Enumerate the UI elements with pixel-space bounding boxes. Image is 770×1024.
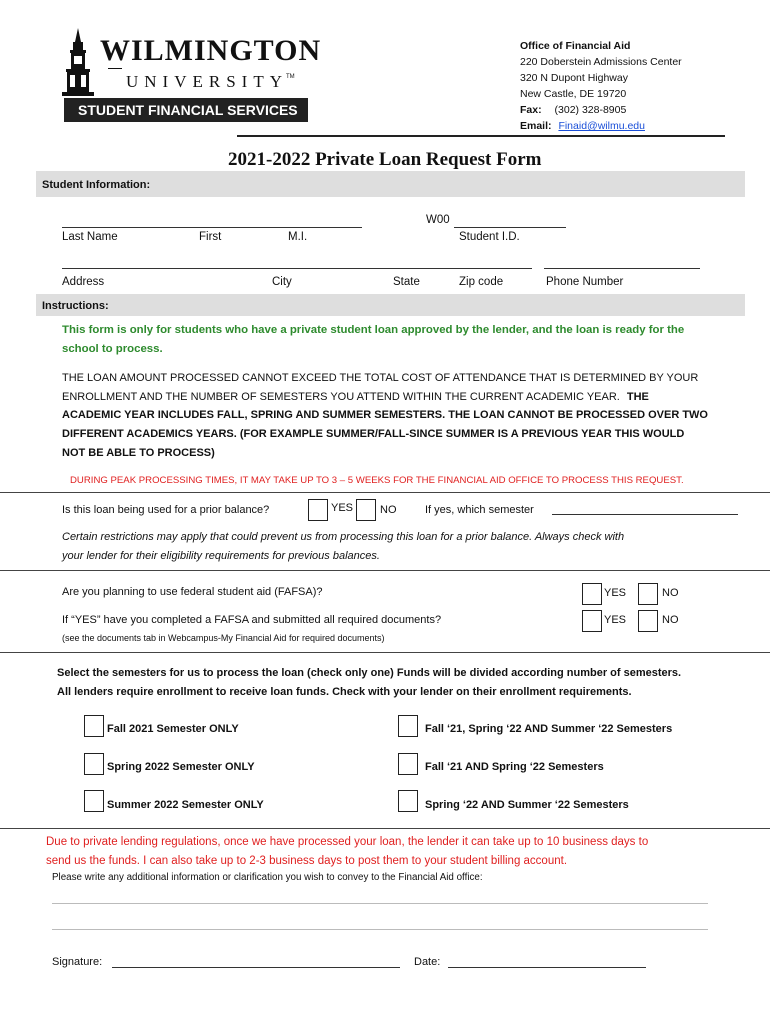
student-id-line[interactable] — [454, 227, 566, 228]
email-label: Email: — [520, 120, 552, 132]
divider-4 — [0, 828, 770, 829]
city-label: City — [272, 276, 292, 288]
prior-balance-yes-checkbox[interactable] — [308, 499, 328, 521]
divider-2 — [0, 570, 770, 571]
trademark: TM — [286, 74, 295, 80]
office-address-2: 320 N Dupont Highway — [520, 72, 628, 84]
form-title: 2021-2022 Private Loan Request Form — [228, 149, 542, 170]
date-line[interactable] — [448, 967, 646, 968]
fall-spring-summer-checkbox[interactable] — [398, 715, 418, 737]
prior-balance-no-checkbox[interactable] — [356, 499, 376, 521]
academic-year-text-2: DIFFERENT ACADEMICS YEARS. (FOR EXAMPLE SUMMER/FALL-SINCE SUMMER IS A PREVIOUS YEAR THIS WOULD — [62, 428, 685, 440]
state-label: State — [393, 276, 420, 288]
eligibility-note-1: This form is only for students who have a private student loan approved by the lender, and the loan is ready for the — [62, 324, 685, 336]
spring-2022-only-label: Spring 2022 Semester ONLY — [107, 761, 255, 773]
address-line[interactable] — [62, 268, 532, 269]
email-link[interactable]: Finaid@wilmu.edu — [558, 120, 645, 132]
phone-label: Phone Number — [546, 276, 624, 288]
last-name-label: Last Name — [62, 231, 118, 243]
fax-number: (302) 328-8905 — [554, 104, 627, 116]
fafsa-q2-no-checkbox[interactable] — [638, 610, 658, 632]
fafsa-q1-yes-label: YES — [604, 587, 627, 599]
instructions-band — [36, 294, 745, 316]
student-id-label: Student I.D. — [459, 231, 520, 243]
fafsa-q1-yes-checkbox[interactable] — [582, 583, 602, 605]
prior-balance-no-label: NO — [380, 504, 397, 516]
office-contact-block — [520, 38, 682, 134]
semesters-intro-2: All lenders require enrollment to receive loan funds. Check with your lender on their enrollment requirements. — [57, 686, 632, 698]
semesters-intro-1: Select the semesters for us to process the loan (check only one) Funds will be divided according number of semesters. — [57, 667, 682, 679]
address-label: Address — [62, 276, 105, 288]
summer-2022-only-label: Summer 2022 Semester ONLY — [107, 799, 264, 811]
fall-spring-checkbox[interactable] — [398, 753, 418, 775]
prior-balance-note-1: Certain restrictions may apply that could prevent us from processing this loan for a prior balance. Always check with — [62, 531, 625, 543]
fafsa-question-1: Are you planning to use federal student aid (FAFSA)? — [62, 586, 323, 598]
student-info-heading: Student Information: — [42, 179, 151, 191]
peak-processing-notice: DURING PEAK PROCESSING TIMES, IT MAY TAKE UP TO 3 – 5 WEEKS FOR THE FINANCIAL AID OFFICE TO PROCESS THIS REQUEST. — [70, 475, 684, 486]
fall-spring-label: Fall ‘21 AND Spring ‘22 Semesters — [425, 761, 604, 773]
academic-year-text-3: NOT BE ABLE TO PROCESS) — [62, 447, 215, 459]
loan-amount-text-2: ENROLLMENT AND THE NUMBER OF SEMESTERS YOU ATTEND WITHIN THE CURRENT ACADEMIC YEAR. — [62, 391, 620, 403]
mi-label: M.I. — [288, 231, 308, 243]
clock-tower-icon — [60, 28, 96, 98]
fafsa-question-2: If “YES” have you completed a FAFSA and submitted all required documents? — [62, 614, 442, 626]
zip-label: Zip code — [459, 276, 504, 288]
academic-year-text-1: ACADEMIC YEAR INCLUDES FALL, SPRING AND SUMMER SEMESTERS. THE LOAN CANNOT BE PROCESSED OVER TWO — [62, 409, 708, 421]
first-name-label: First — [199, 231, 222, 243]
logo-wordmark: WILMINGTON — [100, 34, 322, 67]
which-semester-label: If yes, which semester — [425, 504, 534, 516]
fall-2021-only-checkbox[interactable] — [84, 715, 104, 737]
instructions-heading: Instructions: — [42, 300, 109, 312]
logo-banner-text: STUDENT FINANCIAL SERVICES — [78, 102, 298, 118]
fall-spring-summer-label: Fall ‘21, Spring ‘22 AND Summer ‘22 Semesters — [425, 723, 673, 735]
fafsa-q2-yes-checkbox[interactable] — [582, 610, 602, 632]
spring-summer-label: Spring ‘22 AND Summer ‘22 Semesters — [425, 799, 629, 811]
fafsa-q1-no-checkbox[interactable] — [638, 583, 658, 605]
fafsa-q1-no-label: NO — [662, 587, 679, 599]
loan-amount-text-1: THE LOAN AMOUNT PROCESSED CANNOT EXCEED THE TOTAL COST OF ATTENDANCE THAT IS DETERMINED BY YOUR — [62, 372, 699, 384]
summer-2022-only-checkbox[interactable] — [84, 790, 104, 812]
which-semester-line[interactable] — [552, 514, 738, 515]
loan-amount-text-2-bold: THE — [626, 391, 649, 403]
logo-banner — [64, 98, 308, 122]
signature-label: Signature: — [52, 956, 103, 968]
header-divider — [237, 135, 725, 137]
fafsa-documents-note: (see the documents tab in Webcampus-My Financial Aid for required documents) — [62, 633, 385, 643]
prior-balance-yes-label: YES — [331, 502, 354, 514]
fax-label: Fax: — [520, 104, 542, 116]
spring-summer-checkbox[interactable] — [398, 790, 418, 812]
lending-notice-2: send us the funds. I can also take up to 2-3 business days to post them to your student billing account. — [46, 855, 568, 867]
prior-balance-note-2: your lender for their eligibility requirements for previous balances. — [62, 550, 380, 562]
divider-1 — [0, 492, 770, 493]
name-line[interactable] — [62, 227, 362, 228]
additional-info-prompt: Please write any additional information or clarification you wish to convey to the Financial Aid office: — [52, 872, 483, 883]
office-address-1: 220 Doberstein Admissions Center — [520, 56, 682, 68]
fall-2021-only-label: Fall 2021 Semester ONLY — [107, 723, 239, 735]
fafsa-q2-yes-label: YES — [604, 614, 627, 626]
additional-info-line-2[interactable] — [52, 929, 708, 930]
date-label: Date: — [414, 956, 441, 968]
signature-line[interactable] — [112, 967, 400, 968]
phone-line[interactable] — [544, 268, 700, 269]
logo-subword: UNIVERSITY — [126, 72, 288, 91]
w00-label: W00 — [426, 214, 450, 226]
prior-balance-question: Is this loan being used for a prior balance? — [62, 504, 270, 516]
office-title: Office of Financial Aid — [520, 40, 631, 52]
eligibility-note-2: school to process. — [62, 343, 163, 355]
spring-2022-only-checkbox[interactable] — [84, 753, 104, 775]
fafsa-q2-no-label: NO — [662, 614, 679, 626]
additional-info-line-1[interactable] — [52, 903, 708, 904]
divider-3 — [0, 652, 770, 653]
university-logo — [60, 28, 322, 124]
lending-notice-1: Due to private lending regulations, once we have processed your loan, the lender it can take up to 10 business days to — [46, 836, 649, 848]
office-address-3: New Castle, DE 19720 — [520, 88, 627, 100]
